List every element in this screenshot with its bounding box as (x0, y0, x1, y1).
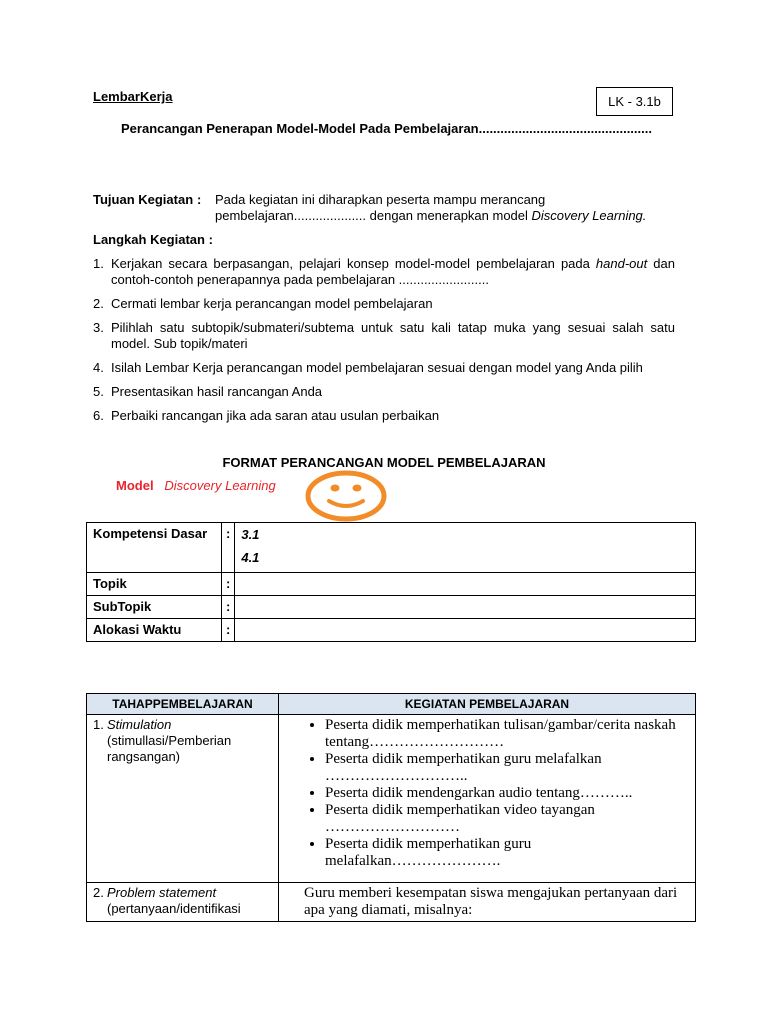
tujuan-label: Tujuan Kegiatan (93, 192, 194, 207)
header-stage: TAHAPPEMBELAJARAN (87, 694, 279, 715)
step-text: Pilihlah satu subtopik/submateri/subtema untuk satu kali tatap muka yang sesuai salah satu model. Sub topik/materi (111, 320, 675, 351)
row-value[interactable] (235, 523, 696, 573)
row-value[interactable] (235, 573, 696, 596)
stage-number: 1. (93, 717, 104, 732)
row-colon: : (222, 596, 235, 619)
step-item (93, 384, 675, 400)
stage-number: 2. (93, 885, 104, 900)
step-text (111, 256, 675, 288)
row-value[interactable] (235, 619, 696, 642)
table-row (87, 573, 696, 596)
table-row (87, 619, 696, 642)
table-row (87, 523, 696, 573)
model-label: Model (116, 478, 154, 493)
step-text-part: dan contoh-contoh penerapannya pada pembelajaran ......................... (111, 256, 675, 287)
activities-cell (279, 715, 696, 883)
step-text: Cermati lembar kerja perancangan model pembelajaran (111, 296, 433, 311)
step-number: 1. (93, 256, 104, 271)
worksheet-subtitle: Perancangan Penerapan Model-Model Pada Pembelajaran................................................ (121, 121, 652, 136)
step-number: 2. (93, 296, 104, 311)
step-item (93, 408, 675, 424)
tujuan-text (215, 192, 646, 224)
stage-name: Stimulation (107, 717, 172, 732)
tujuan-model-name: Discovery Learning. (531, 208, 647, 223)
smiley-face-icon (305, 469, 389, 523)
row-colon: : (222, 523, 235, 573)
step-item (93, 360, 675, 376)
step-text-part: Kerjakan secara berpasangan, pelajari konsep model-model pembelajaran pada (111, 256, 596, 271)
format-heading: FORMAT PERANCANGAN MODEL PEMBELAJARAN (222, 455, 546, 470)
model-name: Discovery Learning (164, 478, 276, 493)
learning-stages-table (86, 693, 696, 922)
activities-cell (279, 883, 696, 922)
step-text: Isilah Lembar Kerja perancangan model pembelajaran sesuai dengan model yang Anda pilih (111, 360, 643, 375)
table-header-row (87, 694, 696, 715)
step-text: Presentasikan hasil rancangan Anda (111, 384, 323, 399)
worksheet-title: LembarKerja (93, 89, 173, 104)
row-colon: : (222, 573, 235, 596)
kd-value-1: 3.1 (241, 527, 260, 542)
tujuan-line-1: Pada kegiatan ini diharapkan peserta mampu merancang (215, 192, 546, 207)
step-text: Perbaiki rancangan jika ada saran atau usulan perbaikan (111, 408, 440, 423)
step-number: 6. (93, 408, 104, 423)
stage-cell (87, 715, 279, 883)
list-item: • Peserta didik memperhatikan video tayangan ……………………… (325, 802, 689, 836)
step-number: 3. (93, 320, 104, 335)
table-row (87, 715, 696, 883)
worksheet-code: LK - 3.1b (608, 94, 661, 109)
step-item (93, 320, 675, 352)
stage-desc: (stimullasi/Pemberian rangsangan) (107, 733, 232, 764)
step-item (93, 296, 675, 312)
row-colon: : (222, 619, 235, 642)
kd-value-2: 4.1 (241, 550, 260, 565)
step-text-italic: hand-out (595, 256, 648, 271)
stage-desc: (pertanyaan/identifikasi (107, 901, 241, 916)
tujuan-line-2 (215, 208, 646, 224)
stage-item (93, 717, 272, 765)
tujuan-colon: : (197, 192, 202, 207)
list-item: • Peserta didik memperhatikan guru melafalkan ……………………….. (325, 751, 689, 785)
row-value[interactable] (235, 596, 696, 619)
stage-name: Problem statement (107, 885, 217, 900)
list-item: • Peserta didik memperhatikan tulisan/gambar/cerita naskah tentang……………………… (325, 717, 689, 751)
table-row (87, 883, 696, 922)
stage-cell (87, 883, 279, 922)
header-activities: KEGIATAN PEMBELAJARAN (279, 694, 696, 715)
row-label: Kompetensi Dasar (87, 523, 222, 573)
row-label: Topik (87, 573, 222, 596)
step-number: 4. (93, 360, 104, 375)
competency-table (86, 522, 696, 642)
list-item: • Peserta didik memperhatikan guru melafalkan…………………. (325, 836, 689, 870)
stage-text: Guru memberi kesempatan siswa mengajukan pertanyaan dari apa yang diamati, misalnya: (304, 885, 678, 918)
worksheet-code-box (596, 87, 673, 116)
row-label: SubTopik (87, 596, 222, 619)
step-item (93, 256, 675, 288)
list-item: • Peserta didik mendengarkan audio tentang……….. (325, 785, 689, 802)
model-line (116, 478, 276, 493)
activity-list (285, 717, 689, 870)
row-label: Alokasi Waktu (87, 619, 222, 642)
tujuan-line-2-text: pembelajaran.................... dengan menerapkan model (215, 208, 532, 223)
langkah-label: Langkah Kegiatan : (93, 232, 213, 247)
step-number: 5. (93, 384, 104, 399)
stage-item (93, 885, 272, 917)
table-row (87, 596, 696, 619)
